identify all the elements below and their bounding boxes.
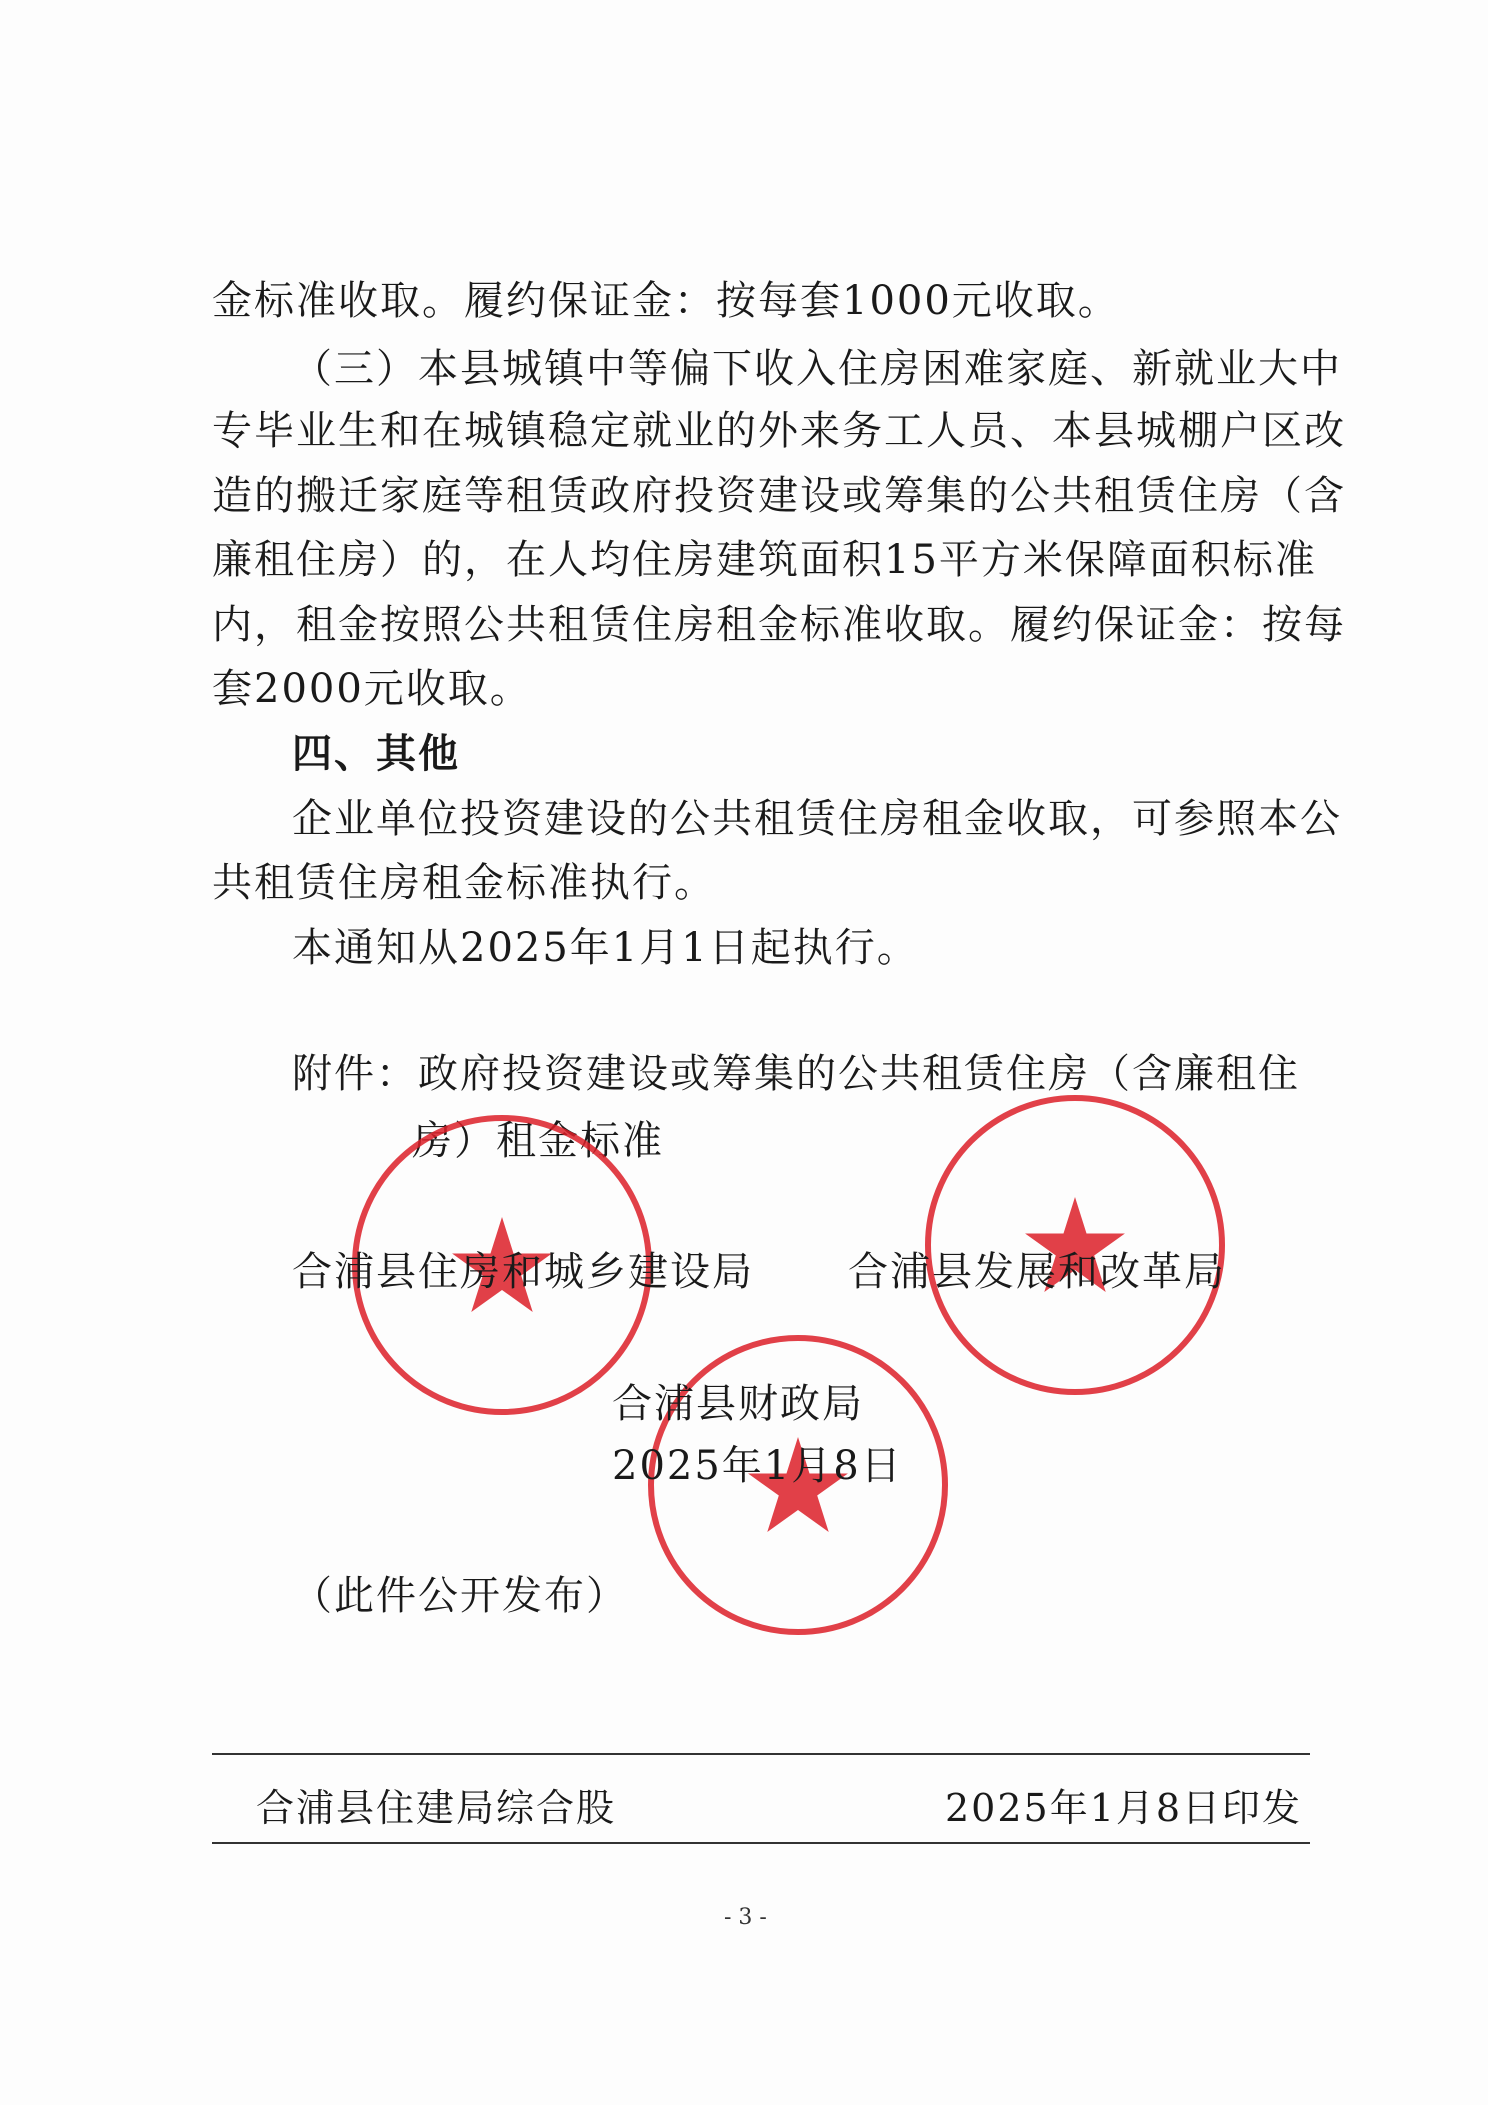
publication-notice: （此件公开发布） — [292, 1573, 628, 1619]
attachment-line-2: 房）租金标准 — [412, 1118, 664, 1164]
body-line-8: 企业单位投资建设的公共租赁住房租金收取，可参照本公 — [292, 796, 1342, 842]
footer-rule-top — [212, 1753, 1310, 1755]
seal-development-star — [931, 1101, 1219, 1389]
seal-development-bureau — [925, 1095, 1225, 1395]
signature-date: 2025年1月8日 — [612, 1443, 903, 1489]
section-heading-4: 四、其他 — [292, 731, 460, 777]
attachment-line-1: 附件：政府投资建设或筹集的公共租赁住房（含廉租住 — [292, 1051, 1300, 1097]
body-line-1: 金标准收取。履约保证金：按每套1000元收取。 — [212, 278, 1120, 324]
footer-issuer: 合浦县住建局综合股 — [256, 1786, 617, 1830]
body-line-7: 套2000元收取。 — [212, 666, 532, 712]
body-line-3: 专毕业生和在城镇稳定就业的外来务工人员、本县城棚户区改 — [212, 408, 1346, 454]
body-line-6: 内，租金按照公共租赁住房租金标准收取。履约保证金：按每 — [212, 602, 1346, 648]
footer-rule-bottom — [212, 1842, 1310, 1844]
body-line-2: （三）本县城镇中等偏下收入住房困难家庭、新就业大中 — [292, 346, 1342, 392]
body-line-5: 廉租住房）的，在人均住房建筑面积15平方米保障面积标准 — [212, 537, 1317, 583]
body-line-10: 本通知从2025年1月1日起执行。 — [292, 925, 919, 971]
signature-org-1: 合浦县住房和城乡建设局 — [292, 1249, 754, 1295]
signature-org-2: 合浦县发展和改革局 — [848, 1249, 1226, 1295]
signature-org-3: 合浦县财政局 — [612, 1381, 864, 1427]
body-line-9: 共租赁住房租金标准执行。 — [212, 860, 716, 906]
body-line-4: 造的搬迁家庭等租赁政府投资建设或筹集的公共租赁住房（含 — [212, 473, 1346, 519]
page-number: - 3 - — [724, 1905, 767, 1930]
footer-issue-date: 2025年1月8日印发 — [945, 1786, 1303, 1830]
